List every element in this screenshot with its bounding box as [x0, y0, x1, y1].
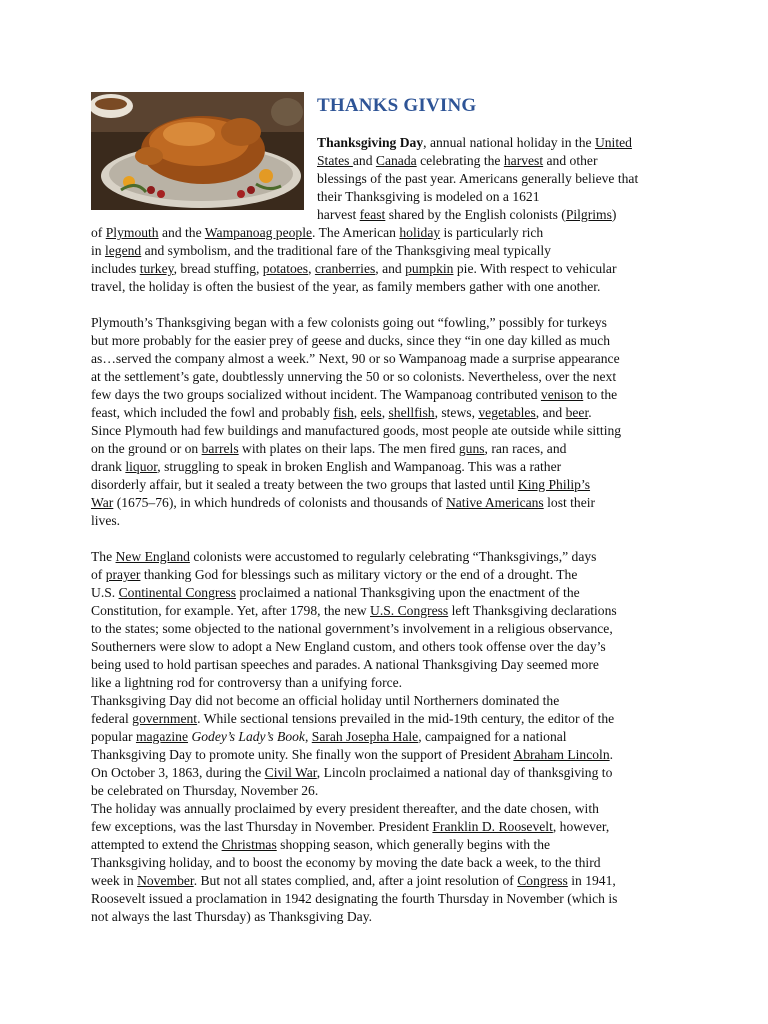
text-run: of: [91, 567, 106, 582]
text-run: ,: [304, 729, 312, 744]
text-line: [91, 404, 592, 422]
text-run: Roosevelt issued a proclamation in 1942 designating the fourth Thursday in November (which is: [91, 891, 618, 906]
text-run: , campaigned for a national: [418, 729, 567, 744]
hyperlink[interactable]: cranberries: [314, 261, 376, 276]
text-run: . But not all states complied, and, after a joint resolution of: [193, 873, 518, 888]
text-line: [91, 350, 620, 368]
hyperlink[interactable]: harvest: [503, 153, 544, 168]
text-line: [317, 206, 616, 224]
text-run: pie. With respect to vehicular: [453, 261, 617, 276]
text-line: [91, 494, 595, 512]
text-run: popular: [91, 729, 136, 744]
text-line: [91, 602, 617, 620]
text-line: [91, 728, 567, 746]
hyperlink[interactable]: New England: [115, 549, 190, 564]
text-run: Thanksgiving Day: [317, 135, 424, 150]
text-run: , and: [375, 261, 406, 276]
text-run: , Lincoln proclaimed a national day of thanksgiving to: [316, 765, 613, 780]
text-run: Southerners were slow to adopt a New England custom, and others took offense over the day’s: [91, 639, 606, 654]
text-run: shared by the English colonists (: [385, 207, 566, 222]
text-run: lives.: [91, 513, 121, 528]
text-line: [317, 134, 632, 152]
text-run: Constitution, for example. Yet, after 1798, the new: [91, 603, 371, 618]
hyperlink[interactable]: liquor: [125, 459, 158, 474]
text-run: as…served the company almost a week.” Next, 90 or so Wampanoag made a surprise appearance: [91, 351, 620, 366]
hyperlink[interactable]: War: [91, 495, 114, 510]
text-line: [91, 422, 621, 440]
text-run: on the ground or on: [91, 441, 202, 456]
hyperlink[interactable]: potatoes: [262, 261, 309, 276]
text-line: [91, 638, 606, 656]
text-line: [91, 620, 613, 638]
text-line: [91, 458, 561, 476]
hyperlink[interactable]: Congress: [517, 873, 568, 888]
hyperlink[interactable]: legend: [104, 243, 142, 258]
text-run: travel, the holiday is often the busiest of the year, as family members gather with one another.: [91, 279, 601, 294]
hyperlink[interactable]: barrels: [201, 441, 239, 456]
text-run: like a lightning rod for controversy than a unifying force.: [91, 675, 403, 690]
text-run: but more probably for the easier prey of geese and ducks, since they “in one day killed as much: [91, 333, 611, 348]
text-run: (1675–76), in which hundreds of colonists and thousands of: [113, 495, 446, 510]
hyperlink[interactable]: Continental Congress: [118, 585, 237, 600]
text-run: few days the two groups socialized without incident. The Wampanoag contributed: [91, 387, 541, 402]
hyperlink[interactable]: November: [137, 873, 194, 888]
hyperlink[interactable]: guns: [458, 441, 485, 456]
text-run: thanking God for blessings such as military victory or the end of a drought. The: [140, 567, 578, 582]
hyperlink[interactable]: Sarah Josepha Hale: [311, 729, 419, 744]
hyperlink[interactable]: holiday: [399, 225, 441, 240]
hyperlink[interactable]: venison: [540, 387, 584, 402]
text-run: ): [611, 207, 617, 222]
text-run: , annual national holiday in the: [423, 135, 595, 150]
text-line: [91, 674, 402, 692]
text-run: Since Plymouth had few buildings and manufactured goods, most people ate outside while sitting: [91, 423, 622, 438]
text-line: [91, 476, 590, 494]
text-run: , struggling to speak in broken English and Wampanoag. This was a rather: [157, 459, 562, 474]
text-run: be celebrated on Thursday, November 26.: [91, 783, 319, 798]
text-run: On October 3, 1863, during the: [91, 765, 265, 780]
text-run: ,: [353, 405, 361, 420]
text-run: .: [609, 747, 614, 762]
text-line: [91, 746, 613, 764]
hyperlink[interactable]: fish: [333, 405, 354, 420]
hyperlink[interactable]: government: [132, 711, 198, 726]
text-run: and: [352, 153, 376, 168]
text-run: . The American: [312, 225, 400, 240]
text-line: [317, 152, 597, 170]
hyperlink[interactable]: Abraham Lincoln: [513, 747, 610, 762]
hyperlink[interactable]: beer: [565, 405, 589, 420]
text-line: [317, 188, 540, 206]
text-run: at the settlement’s gate, doubtlessly unnerving the 50 or so colonists. Nevertheless, over the next: [91, 369, 617, 384]
text-line: [317, 170, 638, 188]
text-run: proclaimed a national Thanksgiving upon the enactment of the: [236, 585, 580, 600]
text-line: [91, 332, 610, 350]
text-line: [91, 368, 616, 386]
text-run: not always the last Thursday) as Thanksgiving Day.: [91, 909, 373, 924]
hyperlink[interactable]: prayer: [105, 567, 141, 582]
hyperlink[interactable]: eels: [360, 405, 382, 420]
text-run: being used to hold partisan speeches and parades. A national Thanksgiving Day seemed more: [91, 657, 599, 672]
text-run: Plymouth’s Thanksgiving began with a few colonists going out “fowling,” possibly for turkeys: [91, 315, 607, 330]
text-run: disorderly affair, but it sealed a treaty between the two groups that lasted until: [91, 477, 518, 492]
text-run: and symbolism, and the traditional fare of the Thanksgiving meal typically: [141, 243, 551, 258]
text-run: with plates on their laps. The men fired: [238, 441, 459, 456]
text-line: [91, 908, 372, 926]
text-run: their Thanksgiving is modeled on a 1621: [317, 189, 540, 204]
hyperlink[interactable]: Canada: [375, 153, 417, 168]
text-run: , and: [535, 405, 566, 420]
page-title: THANKS GIVING: [317, 95, 477, 116]
text-run: celebrating the: [416, 153, 504, 168]
text-line: [91, 278, 600, 296]
text-line: [91, 854, 601, 872]
text-run: Thanksgiving holiday, and to boost the economy by moving the date back a week, to the third: [91, 855, 601, 870]
text-line: [91, 386, 617, 404]
text-run: U.S.: [91, 585, 119, 600]
text-run: attempted to extend the: [91, 837, 222, 852]
text-run: to the states; some objected to the national government’s involvement in a religious observance,: [91, 621, 613, 636]
text-run: , however,: [552, 819, 610, 834]
text-line: [91, 764, 612, 782]
turkey-illustration: [91, 92, 304, 210]
hyperlink[interactable]: Christmas: [221, 837, 277, 852]
text-run: few exceptions, was the last Thursday in November. President: [91, 819, 433, 834]
text-run: harvest: [317, 207, 360, 222]
hyperlink[interactable]: King Philip’s: [517, 477, 591, 492]
text-run: and the: [158, 225, 205, 240]
text-line: [91, 656, 599, 674]
text-run: in: [91, 243, 105, 258]
text-run: and other: [543, 153, 598, 168]
hyperlink[interactable]: Civil War: [264, 765, 317, 780]
text-run: to the: [583, 387, 618, 402]
hyperlink[interactable]: Wampanoag people: [204, 225, 313, 240]
hyperlink[interactable]: Franklin D. Roosevelt: [432, 819, 553, 834]
text-line: [91, 800, 599, 818]
text-run: colonists were accustomed to regularly celebrating “Thanksgivings,” days: [189, 549, 597, 564]
text-line: [91, 710, 614, 728]
text-line: [91, 548, 596, 566]
text-run: Godey’s Lady’s Book: [191, 729, 305, 744]
text-run: left Thanksgiving declarations: [448, 603, 617, 618]
text-line: [91, 260, 617, 278]
text-run: Thanksgiving Day did not become an official holiday until Northerners dominated the: [91, 693, 560, 708]
text-line: [91, 566, 577, 584]
text-run: lost their: [543, 495, 596, 510]
text-line: [91, 782, 318, 800]
hyperlink[interactable]: U.S. Congress: [370, 603, 449, 618]
hyperlink[interactable]: feast: [359, 207, 386, 222]
text-run: . While sectional tensions prevailed in the mid-19th century, the editor of the: [197, 711, 615, 726]
text-run: drank: [91, 459, 126, 474]
text-run: The: [91, 549, 116, 564]
text-run: is particularly rich: [440, 225, 544, 240]
text-run: of: [91, 225, 106, 240]
text-run: includes: [91, 261, 140, 276]
text-run: ,: [308, 261, 315, 276]
text-run: , bread stuffing,: [173, 261, 263, 276]
text-run: Thanksgiving Day to promote unity. She finally won the support of President: [91, 747, 514, 762]
hyperlink[interactable]: Pilgrims: [565, 207, 612, 222]
hyperlink[interactable]: vegetables: [478, 405, 536, 420]
text-line: [91, 692, 559, 710]
text-run: blessings of the past year. Americans generally believe that: [317, 171, 639, 186]
text-line: [91, 818, 609, 836]
text-run: federal: [91, 711, 133, 726]
hyperlink[interactable]: magazine: [135, 729, 189, 744]
text-line: [91, 512, 120, 530]
text-line: [91, 584, 580, 602]
text-run: , ran races, and: [484, 441, 567, 456]
text-line: [91, 224, 543, 242]
text-run: .: [588, 405, 592, 420]
hyperlink[interactable]: States: [317, 153, 353, 168]
text-run: in 1941,: [567, 873, 616, 888]
hyperlink[interactable]: pumpkin: [405, 261, 454, 276]
text-line: [91, 314, 607, 332]
text-line: [91, 440, 566, 458]
text-run: week in: [91, 873, 138, 888]
text-run: ,: [381, 405, 389, 420]
turkey-photo: [91, 92, 304, 210]
hyperlink[interactable]: United: [594, 135, 632, 150]
text-run: shopping season, which generally begins with the: [276, 837, 551, 852]
text-run: , stews,: [434, 405, 479, 420]
text-run: feast, which included the fowl and probably: [91, 405, 334, 420]
text-line: [91, 836, 550, 854]
hyperlink[interactable]: Plymouth: [105, 225, 159, 240]
hyperlink[interactable]: shellfish: [388, 405, 435, 420]
hyperlink[interactable]: turkey: [139, 261, 174, 276]
text-line: [91, 242, 551, 260]
hyperlink[interactable]: Native Americans: [445, 495, 544, 510]
text-line: [91, 890, 617, 908]
text-line: [91, 872, 616, 890]
text-run: The holiday was annually proclaimed by every president thereafter, and the date chosen, with: [91, 801, 599, 816]
